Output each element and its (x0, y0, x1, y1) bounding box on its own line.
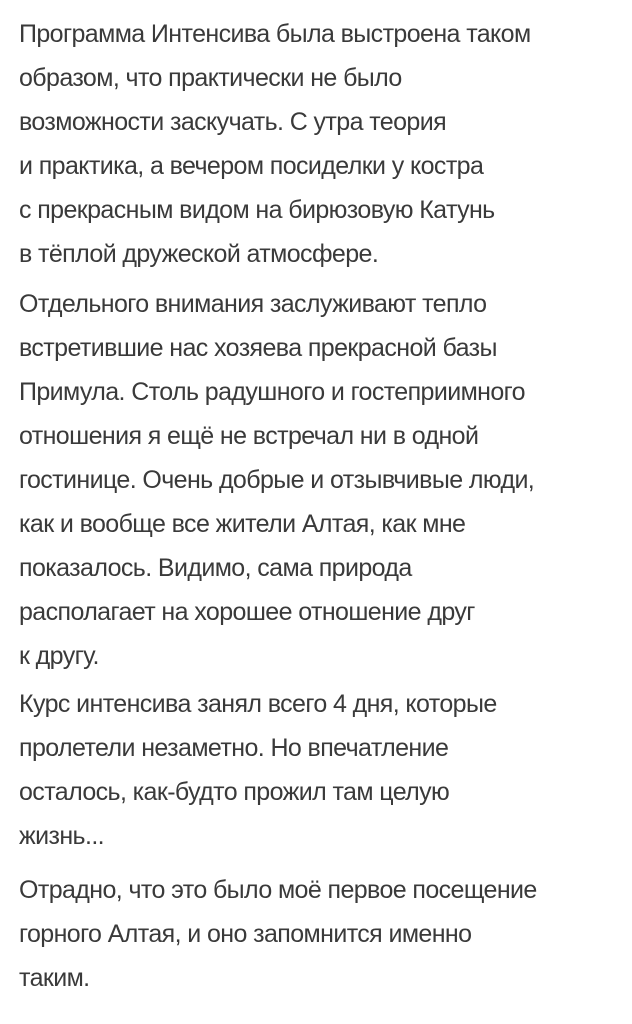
text-line: Примула. Столь радушного и гостеприимного (19, 378, 525, 406)
text-line: образом, что практически не было (19, 64, 402, 92)
text-line: как и вообще все жители Алтая, как мне (19, 510, 466, 538)
text-line: горного Алтая, и оно запомнится именно (19, 920, 472, 948)
paragraph-first-visit (19, 868, 537, 1000)
text-line: с прекрасным видом на бирюзовую Катунь (19, 196, 495, 224)
text-line: показалось. Видимо, сама природа (19, 554, 412, 582)
text-line: жизнь... (19, 822, 105, 850)
paragraph-intensive-program (19, 12, 531, 276)
text-line: отношения я ещё не встречал ни в одной (19, 422, 479, 450)
text-line: и практика, а вечером посиделки у костра (19, 152, 484, 180)
text-line: в тёплой дружеской атмосфере. (19, 240, 379, 268)
text-line: Программа Интенсива была выстроена таком (19, 20, 531, 48)
text-line: располагает на хорошее отношение друг (19, 598, 475, 626)
text-line: гостинице. Очень добрые и отзывчивые люди, (19, 466, 535, 494)
text-line: Отдельного внимания заслуживают тепло (19, 290, 487, 318)
paragraph-hosts (19, 282, 534, 678)
text-line: Отрадно, что это было моё первое посещение (19, 876, 537, 904)
paragraph-course-duration (19, 682, 497, 858)
text-line: встретившие нас хозяева прекрасной базы (19, 334, 497, 362)
text-line: пролетели незаметно. Но впечатление (19, 734, 449, 762)
text-line: осталось, как-будто прожил там целую (19, 778, 450, 806)
text-line: Курс интенсива занял всего 4 дня, которые (19, 690, 497, 718)
text-line: к другу. (19, 642, 99, 670)
text-line: таким. (19, 964, 90, 992)
text-line: возможности заскучать. С утра теория (19, 108, 447, 136)
